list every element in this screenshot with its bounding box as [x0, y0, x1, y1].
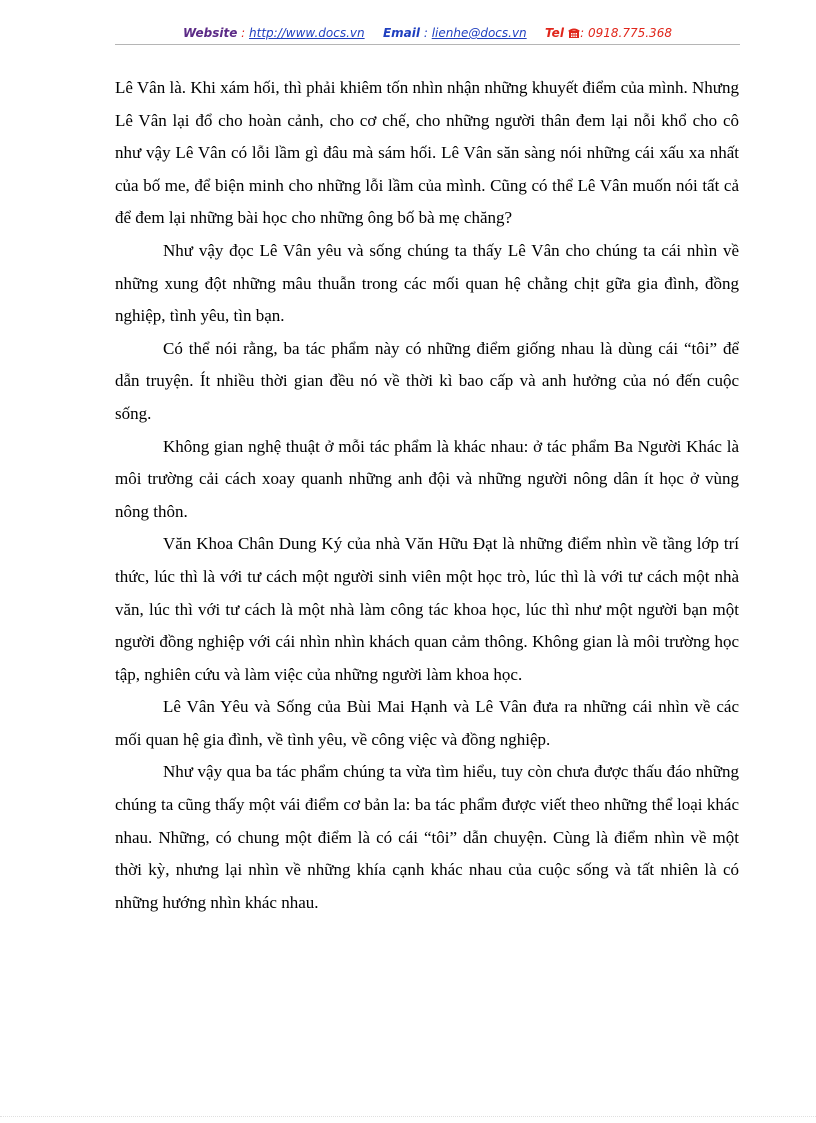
paragraph: Lê Vân Yêu và Sống của Bùi Mai Hạnh và Lê Vân đưa ra những cái nhìn về các mối quan hệ gia đình, về tình yêu, về công việc và đồng nghiệp. — [115, 697, 739, 749]
paragraph: Có thể nói rằng, ba tác phẩm này có những điểm giống nhau là dùng cái “tôi” để dẫn truyện. Ít nhiều thời gian đều nó về thời kì bao cấp và anh hưởng của nó đến cuộc sống. — [115, 338, 739, 423]
website-link[interactable]: http://www.docs.vn — [249, 26, 365, 40]
email-link[interactable]: lienhe@docs.vn — [431, 26, 527, 40]
document-body — [115, 72, 739, 919]
page-header — [115, 24, 740, 44]
paragraph: Như vậy qua ba tác phẩm chúng ta vừa tìm hiểu, tuy còn chưa được thấu đáo những chúng ta cũng thấy một vái điểm cơ bản la: ba tác phẩm được viết theo những thể loại khác nhau. Những, có chung một điểm là có cái “tôi” dẫn chuyện. Cùng là điểm nhìn về một thời kỳ, nhưng lại nhìn về những khía cạnh khác nhau của cuộc sống và tất nhiên là có những hướng nhìn khác nhau. — [115, 762, 739, 912]
page-bottom-border — [0, 1116, 816, 1117]
paragraph: Văn Khoa Chân Dung Ký của nhà Văn Hữu Đạt là những điểm nhìn về tầng lớp trí thức, lúc thì là với tư cách một người sinh viên một học trò, lúc thì là với tư cách một nhà văn, lúc thì với tư cách là một nhà làm công tác khoa học, lúc thì như một người bạn một người đồng nghiệp với cái nhìn nhìn khách quan cảm thông. Không gian là môi trường học tập, nghiên cứu và làm việc của những người làm khoa học. — [115, 534, 739, 684]
paragraph: Lê Vân là. Khi xám hối, thì phải khiêm tốn nhìn nhận những khuyết điểm của mình. Nhưng Lê Vân lại đổ cho hoàn cảnh, cho cơ chế, cho những người thân đem lại nỗi khổ cho cô như vậy Lê Vân có lỗi lầm gì đâu mà sám hối. Lê Vân săn sàng nói những cái xấu xa nhất của bố me, để biện minh cho những lỗi lầm của mình. Cũng có thể Lê Vân muốn nói tất cả để đem lại những bài học cho những ông bố bà mẹ chăng? — [115, 78, 739, 228]
website-label: Website — [183, 26, 238, 40]
header-divider — [115, 44, 740, 45]
paragraph: Không gian nghệ thuật ở mỗi tác phẩm là khác nhau: ở tác phẩm Ba Người Khác là môi trường cải cách xoay quanh những anh đội và những người nông dân ít học ở vùng nông thôn. — [115, 436, 739, 521]
tel-value: : 0918.775.368 — [580, 26, 672, 40]
paragraph: Như vậy đọc Lê Vân yêu và sống chúng ta thấy Lê Vân cho chúng ta cái nhìn về những xung đột những mâu thuẫn trong các mối quan hệ chằng chịt gữa gia đình, đồng nghiệp, tình yêu, tìn bạn. — [115, 240, 739, 326]
email-separator: : — [420, 26, 432, 40]
website-separator: : — [237, 26, 250, 40]
tel-label: Tel — [545, 26, 564, 40]
phone-icon — [568, 26, 580, 44]
email-label: Email — [382, 26, 421, 40]
